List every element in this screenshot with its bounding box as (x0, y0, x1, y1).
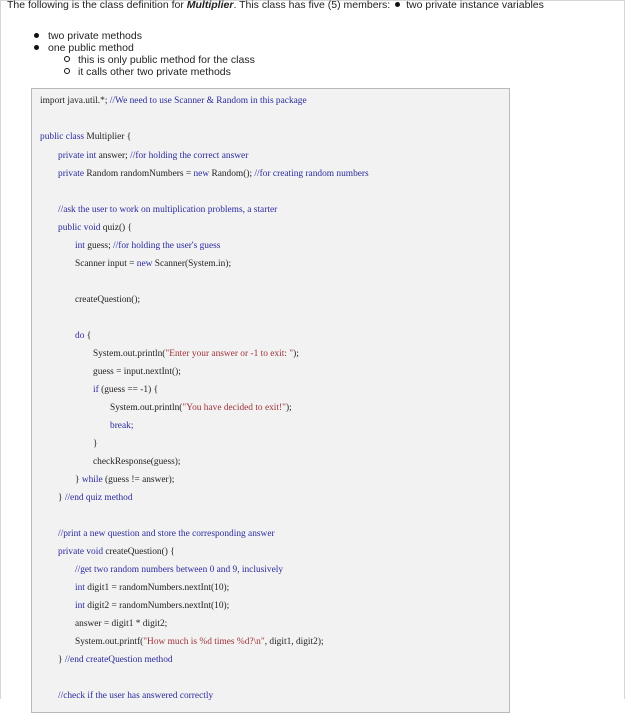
intro-before: The following is the class definition for (7, 0, 187, 11)
code-line: checkResponse(guess); (93, 457, 181, 467)
code-line: createQuestion(); (75, 295, 141, 305)
list-item: it calls other two private methods (64, 66, 231, 78)
intro-after: . This class has five (5) members: (233, 0, 394, 11)
code-line: int digit2 = randomNumbers.nextInt(10); (75, 601, 230, 611)
code-line: Scanner input = new Scanner(System.in); (75, 259, 232, 269)
list-item: this is only public method for the class (64, 54, 255, 66)
bullet-circle-icon (64, 68, 70, 74)
class-name: Multiplier (186, 0, 234, 11)
code-line: System.out.println("You have decided to exit!"); (110, 403, 292, 413)
bullet-circle-icon (64, 56, 70, 62)
bullet-dot-icon (34, 33, 39, 38)
code-line: //check if the user has answered correctly (58, 691, 214, 701)
code-line: private int answer; //for holding the correct answer (58, 151, 249, 161)
code-line: int digit1 = randomNumbers.nextInt(10); (75, 583, 230, 593)
intro-overflow: two private instance variables (406, 0, 544, 11)
code-line: answer = digit1 * digit2; (75, 619, 168, 629)
code-line: guess = input.nextInt(); (93, 367, 181, 377)
list-item: two private methods (34, 30, 142, 42)
code-line: private Random randomNumbers = new Random(); //for creating random numbers (58, 169, 369, 179)
code-line: System.out.printf("How much is %d times %d?\n", digit1, digit2); (75, 637, 324, 647)
code-line: public void quiz() { (58, 223, 133, 233)
code-line: System.out.println("Enter your answer or -1 to exit: "); (93, 349, 299, 359)
code-line: int guess; //for holding the user's guess (75, 241, 221, 251)
code-line: private void createQuestion() { (58, 547, 175, 557)
bullet-dot-icon (34, 45, 39, 50)
code-line: //get two random numbers between 0 and 9, inclusively (75, 565, 284, 575)
code-line: } //end createQuestion method (58, 655, 173, 665)
code-line: //print a new question and store the corresponding answer (58, 529, 275, 539)
intro-text (7, 0, 544, 11)
code-line: import java.util.*; //We need to use Scanner & Random in this package (40, 96, 307, 106)
code-line: public class Multiplier { (40, 132, 132, 142)
code-line: break; (110, 421, 134, 431)
code-line: } //end quiz method (58, 493, 133, 503)
code-block (31, 88, 510, 713)
bullet-dot-icon (395, 2, 400, 7)
code-line: do { (75, 331, 92, 341)
code-line: } (93, 439, 98, 449)
list-item: one public method (34, 42, 134, 54)
code-line: } while (guess != answer); (75, 475, 175, 485)
code-line: if (guess == -1) { (93, 385, 159, 395)
code-line: //ask the user to work on multiplication problems, a starter (58, 205, 278, 215)
